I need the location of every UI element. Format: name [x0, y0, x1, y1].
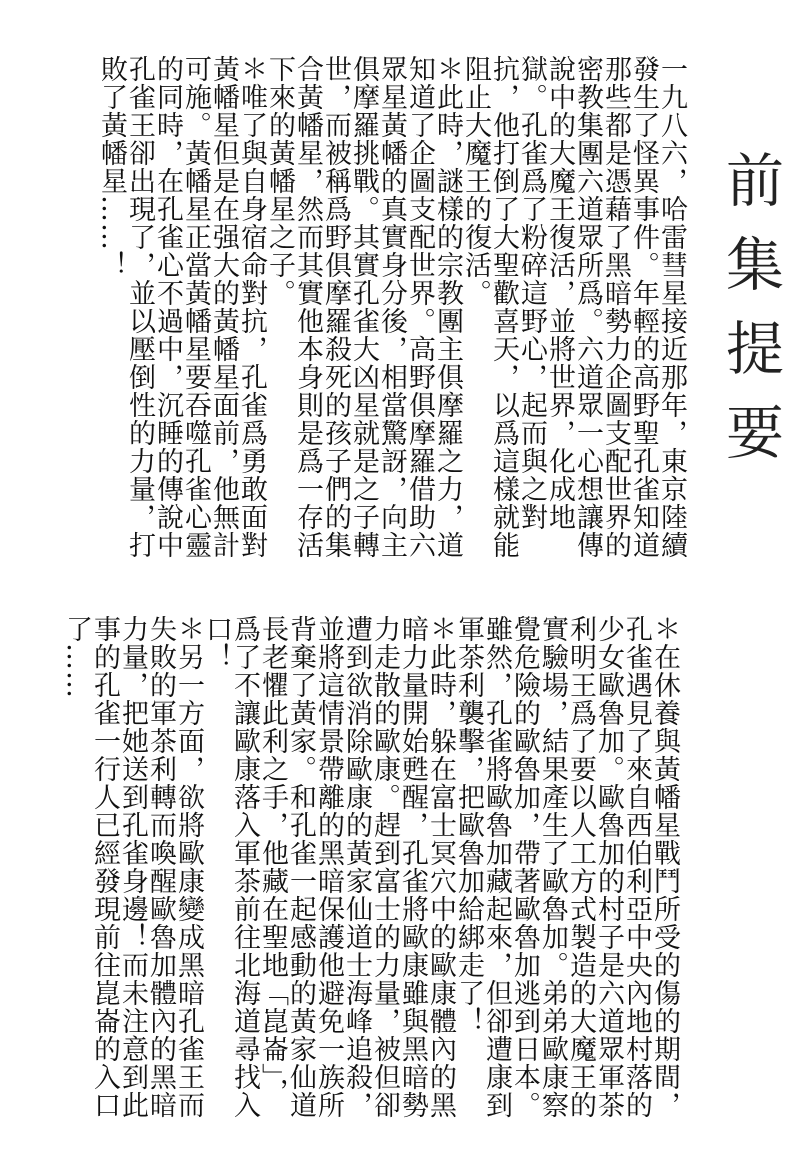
synopsis-bottom-block	[62, 615, 678, 1125]
synopsis-paragraph: ＊在休養與黃幡星戰鬥所受的傷的期間，孔雀遇見了來自西伯利亞中央內地村落的少女歐魯加。歐魯加的村子是六道眾軍茶利明王爲了要以人工方式製造的大魔王的實驗場，結果產生了歐魯加。弟弟歐康察覺危險的歐魯加，帶著歐魯加逃到日本。雖然，孔雀將歐魯加藏起來，但卻遭康到軍茶利襲擊，把歐魯加給綁走了！	[453, 615, 680, 1119]
synopsis-top-block	[97, 55, 685, 575]
page-title: 前集提要	[716, 150, 784, 486]
synopsis-paragraph: ＊此時，謎樣的宗教團主俱摩羅之力，道知道了企圖支配世界。高野俱摩羅借助六眾星黃幡的真實身分後，相當驚訝，向主俱摩羅挑戰。其實孔雀大凶星就是之子轉世，而被稱爲野俱摩羅殺死的孩子們的集合黃幡星，然而其實他本身則是爲一存活下來的黃幡星之子。	[264, 55, 463, 559]
synopsis-paragraph: ＊唯了與自身宿命對抗，孔雀爲勇敢面對黃幡星但是在强大的黃幡星面前，他無計可施。黃幡星正當黃幡星要吞噬孔雀心靈的同時，在孔雀心不過中，沉睡的傳說中孔雀王卻出現了，並以壓倒性的力量，打敗了黃幡星……！	[96, 55, 267, 559]
synopsis-paragraph: ＊此時，躲在富士冥穴中的歐康體內的黑暗力量開始甦醒，孔雀將歐康雖與黑暗勢力走散的歐康。趕到富士的力量，被但卻遭到欲消除歐康的黃家仙道士海峰追殺，並將這情景帶離的黑暗保護他避免一族所背棄了黃家。和孔雀一起感動的黃家仙道長老懼此利之手，他藏在聖地「崑崙」，爲了不讓歐康落入軍茶前往北海道尋找入口！	[201, 615, 456, 1119]
synopsis-paragraph: 一九八六，哈雷彗星接近那年，東京陸續發生了怪異事件。年輕的高野聖孔雀知道那些都是憑藉了黑暗勢力企圖支配世界的密教集團六道眾所爲。六道眾一心想讓傳說中的大魔王復活，並將世界，化成地獄。孔雀爲了粉碎這野心，起而與之對抗，他打倒了大聖歡喜天，以爲這樣就能阻止大魔王的復活。	[460, 55, 687, 559]
synopsis-paragraph: ＊另一方面，欲將歐康變成黑暗孔雀王而失敗的軍茶利轉而喚醒歐魯加體內的黑暗力量，把她送到孔雀身邊！而未注意到此事的孔雀一行人已經發現前往崑崙的入口了……	[61, 615, 204, 1119]
